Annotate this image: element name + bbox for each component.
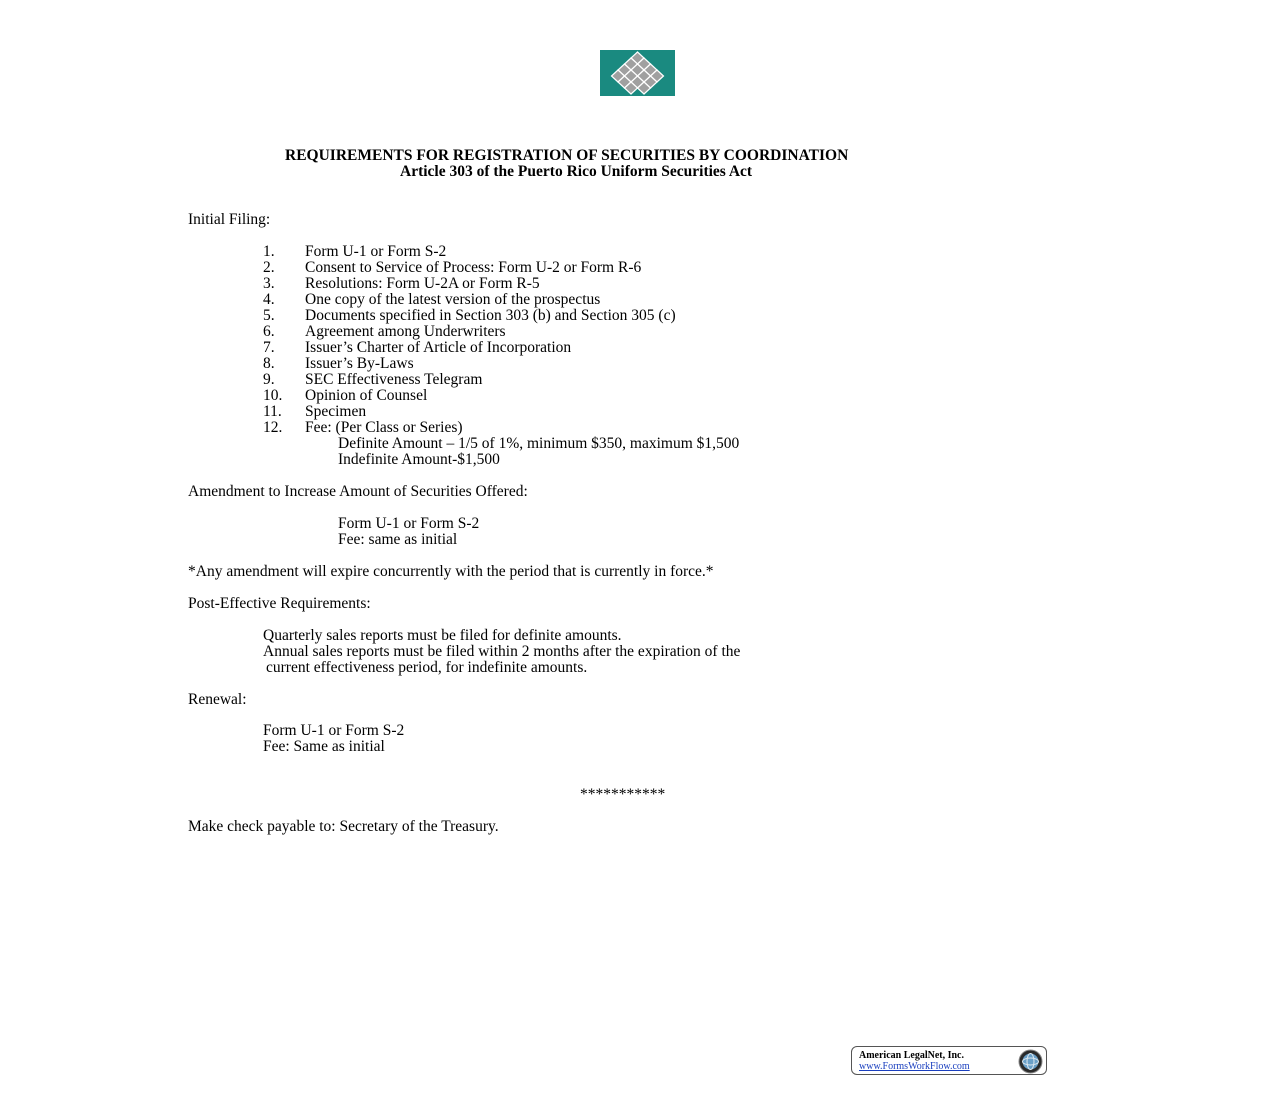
separator: *********** (580, 786, 666, 803)
list-item-text: SEC Effectiveness Telegram (305, 371, 483, 388)
list-item-text: Resolutions: Form U-2A or Form R-5 (305, 275, 540, 292)
list-item-number: 6. (263, 323, 275, 340)
list-item-text: Agreement among Underwriters (305, 323, 506, 340)
list-item-number: 1. (263, 243, 275, 260)
list-item-text: One copy of the latest version of the prospectus (305, 291, 601, 308)
list-item-number: 2. (263, 259, 275, 276)
list-item (263, 292, 600, 308)
expiry-note: *Any amendment will expire concurrently with the period that is currently in force.* (188, 563, 714, 580)
list-item-text: Specimen (305, 403, 367, 420)
list-item-number: 3. (263, 275, 275, 292)
post-effective-quarterly: Quarterly sales reports must be filed for definite amounts. (263, 627, 622, 644)
document-subtitle: Article 303 of the Puerto Rico Uniform Securities Act (400, 163, 753, 180)
list-item-number: 11. (263, 403, 282, 420)
post-effective-annual: Annual sales reports must be filed within 2 months after the expiration of the (263, 643, 741, 660)
list-item-number: 5. (263, 307, 275, 324)
list-item-text: Consent to Service of Process: Form U-2 or Form R-6 (305, 259, 642, 276)
list-item-number: 8. (263, 355, 275, 372)
list-item (263, 244, 446, 260)
amendment-form: Form U-1 or Form S-2 (338, 515, 480, 532)
footer-badge (851, 1046, 1047, 1075)
list-item-number: 7. (263, 339, 275, 356)
post-effective-annual-cont: current effectiveness period, for indefinite amounts. (266, 659, 588, 676)
list-item-text: Documents specified in Section 303 (b) and Section 305 (c) (305, 307, 676, 324)
list-item-text: Opinion of Counsel (305, 387, 428, 404)
fee-indefinite-amount: Indefinite Amount-$1,500 (338, 451, 500, 468)
initial-filing-heading: Initial Filing: (188, 211, 271, 228)
list-item (263, 308, 676, 324)
list-item (263, 340, 571, 356)
payable-note: Make check payable to: Secretary of the Treasury. (188, 818, 499, 835)
company-url-link[interactable]: www.FormsWorkFlow.com (859, 1061, 970, 1072)
list-item (263, 356, 414, 372)
list-item-number: 9. (263, 371, 275, 388)
list-item (263, 260, 641, 276)
document-title: REQUIREMENTS FOR REGISTRATION OF SECURITIES BY COORDINATION (285, 147, 849, 164)
list-item (263, 404, 366, 420)
amendment-fee: Fee: same as initial (338, 531, 458, 548)
seal-logo-icon (600, 50, 675, 96)
list-item (263, 276, 540, 292)
amendment-heading: Amendment to Increase Amount of Securities Offered: (188, 483, 528, 500)
list-item-number: 10. (263, 387, 283, 404)
renewal-heading: Renewal: (188, 691, 247, 708)
list-item (263, 388, 427, 404)
list-item (263, 372, 482, 388)
list-item-text: Fee: (Per Class or Series) (305, 419, 463, 436)
list-item (263, 420, 463, 436)
company-name: American LegalNet, Inc. (859, 1050, 964, 1061)
post-effective-heading: Post-Effective Requirements: (188, 595, 371, 612)
list-item-text: Form U-1 or Form S-2 (305, 243, 447, 260)
globe-icon (1018, 1049, 1043, 1074)
fee-definite-amount: Definite Amount – 1/5 of 1%, minimum $350, maximum $1,500 (338, 435, 740, 452)
list-item-text: Issuer’s Charter of Article of Incorporation (305, 339, 572, 356)
list-item (263, 324, 506, 340)
list-item-text: Issuer’s By-Laws (305, 355, 414, 372)
renewal-fee: Fee: Same as initial (263, 738, 385, 755)
list-item-number: 4. (263, 291, 275, 308)
list-item-number: 12. (263, 419, 283, 436)
renewal-form: Form U-1 or Form S-2 (263, 722, 405, 739)
